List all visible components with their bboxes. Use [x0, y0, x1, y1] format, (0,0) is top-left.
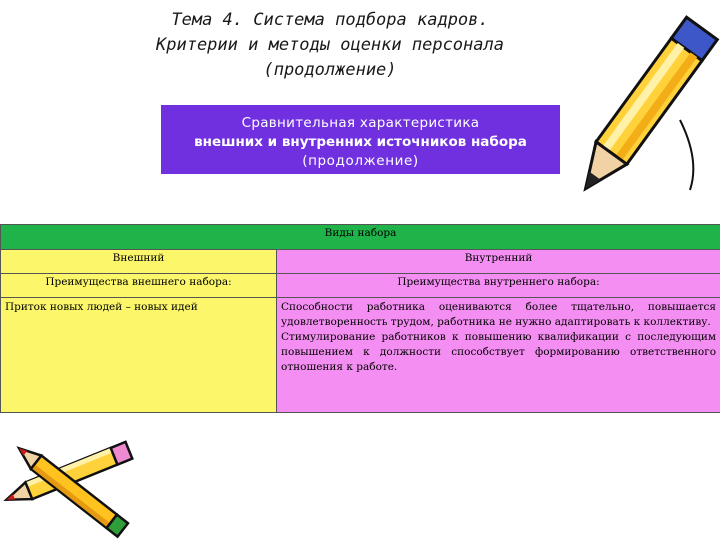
- table-row: [1, 298, 720, 413]
- pencil-icon: [560, 0, 720, 225]
- crossed-pencils-icon: [0, 430, 150, 540]
- table-header-row: [1, 225, 720, 250]
- subheader-external: Преимущества внешнего набора:: [1, 274, 277, 298]
- subtitle-line-2: внешних и внутренних источников набора: [194, 134, 527, 150]
- slide-title: [110, 8, 550, 83]
- subtitle-line-3: (продолжение): [302, 153, 419, 169]
- subheader-internal: Преимущества внутреннего набора:: [277, 274, 720, 298]
- internal-paragraph-2: Стимулирование работников к повышению квалификации с последующим повышением к должности способствует формированию ответственного отношения к работе.: [281, 331, 717, 373]
- title-line-2: Критерии и методы оценки персонала: [156, 35, 504, 55]
- column-external: Внешний: [1, 250, 277, 274]
- table-row: [1, 250, 720, 274]
- comparison-table: [0, 224, 720, 413]
- table-row: [1, 274, 720, 298]
- title-line-1: Тема 4. Система подбора кадров.: [171, 10, 489, 30]
- table-header: Виды набора: [1, 225, 720, 250]
- internal-paragraph-1: Способности работника оцениваются более тщательно, повышается удовлетворенность трудом, работника не нужно адаптировать к коллективу.: [281, 301, 717, 328]
- external-advantages: Приток новых людей – новых идей: [1, 298, 277, 413]
- subtitle-line-1: Сравнительная характеристика: [241, 115, 480, 131]
- internal-advantages: [277, 298, 720, 413]
- subtitle-box: [161, 105, 560, 174]
- title-line-3: (продолжение): [263, 60, 397, 80]
- column-internal: Внутренний: [277, 250, 720, 274]
